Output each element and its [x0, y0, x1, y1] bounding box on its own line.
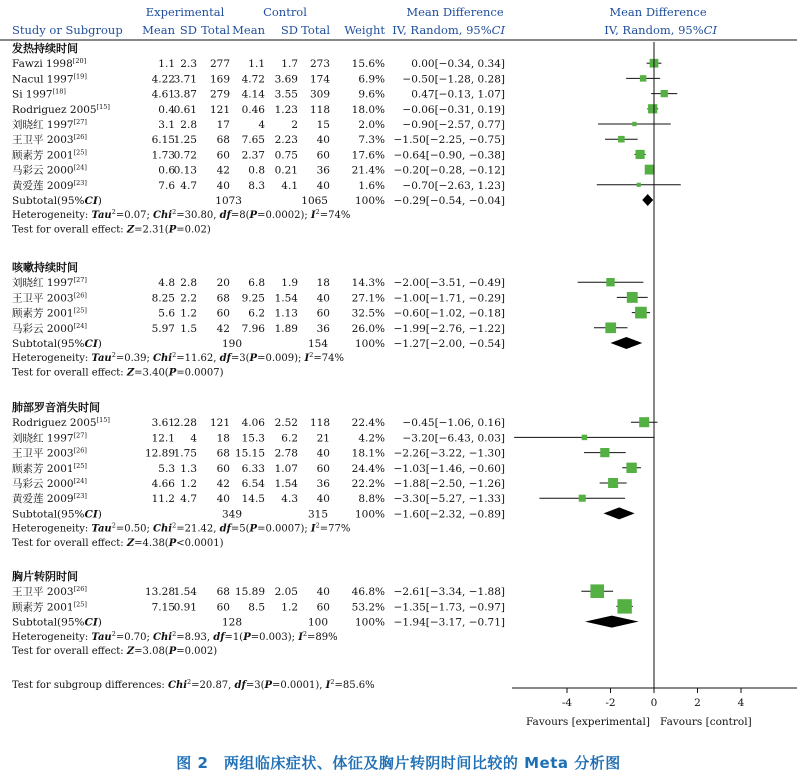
ctrl-mean: 6.54 [241, 478, 265, 490]
exp-total: 169 [209, 73, 230, 86]
ctrl-total: 60 [316, 149, 330, 162]
overall-effect-text: Test for overall effect: Z=3.08(P=0.002) [12, 646, 218, 657]
header-ctrl-sd: SD [280, 23, 298, 37]
study-ci: −0.60[−1.02, −0.18] [393, 307, 505, 320]
subtotal-ctrl-total: 100 [307, 616, 328, 629]
subtotal-diamond [642, 194, 653, 206]
study-weight: 32.5% [351, 307, 385, 320]
ctrl-sd: 1.9 [281, 277, 298, 290]
study-square [635, 307, 647, 319]
study-ci: −3.30[−5.27, −1.33] [393, 493, 505, 506]
subtotal-label: Subtotal(95%CI) [12, 616, 102, 629]
exp-mean: 8.25 [151, 292, 175, 305]
exp-mean: 11.2 [151, 493, 175, 506]
ctrl-mean: 6.2 [248, 307, 265, 320]
subgroup-title: 胸片转阴时间 [12, 570, 78, 583]
subgroup-title: 肺部罗音消失时间 [12, 401, 100, 414]
exp-total: 17 [216, 119, 230, 131]
exp-sd: 4 [190, 432, 197, 445]
exp-sd: 1.54 [173, 586, 197, 599]
study-weight: 2.0% [358, 119, 385, 131]
subtotal-label: Subtotal(95%CI) [12, 195, 102, 207]
exp-mean: 1.73 [151, 149, 175, 162]
study-square [627, 292, 638, 303]
study-square [600, 448, 609, 457]
study-weight: 27.1% [351, 292, 385, 305]
study-weight: 7.3% [358, 134, 385, 147]
study-square [640, 75, 646, 81]
study-weight: 6.9% [358, 73, 385, 86]
ctrl-total: 118 [309, 103, 330, 116]
exp-sd: 4.7 [180, 179, 197, 192]
study-name: Rodriguez 2005[15] [12, 102, 110, 116]
subtotal-diamond [611, 337, 643, 349]
study-ci: 0.47[−0.13, 1.07] [411, 88, 505, 101]
exp-mean: 6.15 [151, 134, 175, 147]
study-weight: 53.2% [351, 601, 385, 614]
exp-mean: 5.3 [158, 462, 175, 475]
exp-total: 121 [209, 103, 230, 116]
study-weight: 21.4% [351, 164, 385, 177]
study-name: 顾素芳 2001[25] [12, 600, 87, 614]
ctrl-total: 36 [316, 164, 330, 177]
study-name: 王卫平 2003[26] [12, 133, 87, 147]
exp-total: 20 [216, 277, 230, 290]
study-name: 马彩云 2000[24] [12, 477, 87, 490]
header-weight: Weight [344, 23, 385, 37]
study-weight: 17.6% [351, 149, 385, 162]
exp-total: 279 [209, 88, 230, 101]
exp-sd: 0.13 [173, 164, 197, 177]
heterogeneity-text: Heterogeneity: Tau$^2$=0.70; Chi$^2$=8.93, df=1(P=0.003); $I^2=89\%$ [12, 629, 338, 643]
study-ci: −1.03[−1.46, −0.60] [393, 462, 505, 475]
ctrl-sd: 4.1 [281, 179, 298, 192]
heterogeneity-text: Heterogeneity: Tau$^2$=0.39; Chi$^2$=11.62, df=3(P=0.009); $I^2=74\%$ [12, 351, 344, 365]
exp-mean: 7.15 [151, 601, 175, 614]
subtotal-weight: 100% [354, 195, 385, 207]
ctrl-mean: 8.5 [248, 601, 265, 614]
subgroup-title: 咳嗽持续时间 [12, 261, 78, 274]
exp-sd: 4.7 [180, 493, 197, 506]
exp-mean: 5.97 [151, 322, 175, 335]
study-name: 王卫平 2003[26] [12, 585, 87, 599]
exp-total: 121 [209, 417, 230, 430]
study-weight: 8.8% [358, 493, 385, 506]
exp-total: 68 [216, 586, 230, 599]
ctrl-mean: 0.8 [248, 164, 265, 177]
header-plot-mean-difference: Mean Difference [609, 5, 707, 19]
ctrl-sd: 1.07 [274, 462, 298, 475]
study-weight: 22.2% [351, 478, 385, 490]
exp-total: 40 [216, 179, 230, 192]
exp-sd: 1.2 [180, 307, 197, 320]
study-weight: 14.3% [351, 277, 385, 290]
study-square [637, 183, 641, 187]
ctrl-mean: 9.25 [241, 292, 265, 305]
exp-sd: 3.71 [173, 73, 197, 86]
study-square [626, 463, 636, 473]
exp-sd: 2.8 [180, 119, 197, 131]
x-tick-label: 4 [737, 697, 745, 709]
study-weight: 26.0% [351, 322, 385, 335]
study-name: 王卫平 2003[26] [12, 291, 87, 305]
header-study: Study or Subgroup [12, 23, 123, 37]
subtotal-exp-total: 128 [221, 616, 242, 629]
study-ci: −2.00[−3.51, −0.49] [393, 277, 505, 290]
ctrl-total: 36 [316, 478, 330, 490]
subtotal-ci: −1.60[−2.32, −0.89] [393, 508, 505, 521]
ctrl-total: 40 [316, 179, 330, 192]
study-ci: −2.61[−3.34, −1.88] [393, 586, 505, 599]
exp-total: 68 [216, 447, 230, 460]
subtotal-ctrl-total: 154 [307, 338, 328, 350]
ctrl-mean: 1.1 [248, 58, 265, 71]
exp-sd: 2.3 [180, 58, 197, 71]
ctrl-sd: 1.54 [274, 478, 298, 490]
study-name: 王卫平 2003[26] [12, 446, 87, 460]
exp-mean: 0.4 [158, 103, 175, 116]
ctrl-sd: 1.54 [274, 292, 298, 305]
subtotal-ci: −1.94[−3.17, −0.71] [393, 616, 505, 629]
exp-mean: 12.1 [151, 432, 175, 445]
study-name: 黄爱莲 2009[23] [12, 178, 87, 192]
ctrl-total: 60 [316, 601, 330, 614]
ctrl-sd: 0.75 [274, 149, 298, 162]
ctrl-total: 40 [316, 447, 330, 460]
header-ctrl-mean: Mean [232, 23, 265, 37]
exp-sd: 1.3 [180, 462, 197, 475]
exp-sd: 0.91 [173, 601, 197, 614]
heterogeneity-text: Heterogeneity: Tau$^2$=0.07; Chi$^2$=30.80, df=8(P=0.0002); $I^2=74\%$ [12, 208, 351, 222]
study-weight: 22.4% [351, 417, 385, 430]
exp-mean: 3.61 [151, 417, 175, 430]
exp-sd: 1.2 [180, 478, 197, 490]
study-square [606, 278, 614, 286]
study-name: Nacul 1997[19] [12, 72, 87, 86]
ctrl-mean: 6.33 [241, 462, 265, 475]
study-square [582, 435, 587, 440]
ctrl-mean: 4.14 [241, 88, 265, 101]
study-weight: 46.8% [351, 586, 385, 599]
study-name: 顾素芳 2001[25] [12, 461, 87, 475]
header-control: Control [263, 5, 307, 19]
study-ci: −0.90[−2.57, 0.77] [402, 119, 505, 131]
header-iv-ci: IV, Random, 95%CI [392, 23, 505, 37]
ctrl-total: 40 [316, 292, 330, 305]
study-ci: −0.20[−0.28, −0.12] [393, 164, 505, 177]
study-weight: 18.0% [351, 103, 385, 116]
study-name: 黄爱莲 2009[23] [12, 492, 87, 506]
header-plot-iv-ci: IV, Random, 95%CI [604, 23, 717, 37]
ctrl-total: 60 [316, 462, 330, 475]
ctrl-mean: 7.96 [241, 322, 265, 335]
exp-sd: 2.8 [180, 277, 197, 290]
exp-mean: 5.6 [158, 307, 175, 320]
favours-experimental: Favours [experimental] [525, 716, 650, 728]
exp-total: 40 [216, 493, 230, 506]
study-square [608, 478, 618, 488]
exp-sd: 1.25 [173, 134, 197, 147]
ctrl-mean: 7.65 [241, 134, 265, 147]
ctrl-sd: 1.13 [274, 307, 298, 320]
ctrl-total: 36 [316, 322, 330, 335]
study-weight: 4.2% [358, 432, 385, 445]
ctrl-total: 118 [309, 417, 330, 430]
exp-sd: 1.5 [180, 322, 197, 335]
ctrl-mean: 4.06 [241, 417, 265, 430]
x-tick-label: -4 [561, 697, 573, 709]
study-weight: 1.6% [358, 179, 385, 192]
exp-total: 42 [216, 164, 230, 177]
exp-mean: 4.8 [158, 277, 175, 290]
subtotal-weight: 100% [354, 508, 385, 521]
ctrl-mean: 15.3 [241, 432, 265, 445]
exp-total: 68 [216, 134, 230, 147]
subtotal-label: Subtotal(95%CI) [12, 508, 102, 521]
exp-mean: 4.66 [151, 478, 175, 490]
ctrl-mean: 4 [258, 119, 265, 131]
header-exp-total: Total [201, 23, 230, 37]
study-square [605, 322, 616, 333]
exp-total: 60 [216, 307, 230, 320]
exp-mean: 13.28 [144, 586, 175, 599]
x-tick-label: 2 [694, 697, 701, 709]
exp-mean: 1.1 [158, 58, 175, 71]
exp-mean: 3.1 [158, 119, 175, 131]
ctrl-sd: 2 [291, 119, 298, 131]
ctrl-mean: 14.5 [241, 493, 265, 506]
favours-control: Favours [control] [660, 716, 752, 728]
ctrl-mean: 15.89 [234, 586, 265, 599]
ctrl-total: 40 [316, 586, 330, 599]
exp-mean: 0.6 [158, 164, 175, 177]
ctrl-sd: 2.23 [274, 134, 298, 147]
study-ci: −1.00[−1.71, −0.29] [393, 292, 505, 305]
subtotal-weight: 100% [354, 616, 385, 629]
ctrl-sd: 1.2 [281, 601, 298, 614]
exp-mean: 7.6 [158, 179, 175, 192]
study-name: 顾素芳 2001[25] [12, 306, 87, 320]
exp-total: 42 [216, 478, 230, 490]
ctrl-mean: 0.46 [241, 103, 265, 116]
exp-total: 60 [216, 149, 230, 162]
study-square [632, 122, 636, 126]
subtotal-ci: −0.29[−0.54, −0.04] [393, 195, 505, 207]
study-name: 刘晓红 1997[27] [12, 118, 87, 131]
study-ci: −0.06[−0.31, 0.19] [402, 103, 505, 116]
study-name: Si 1997[18] [12, 87, 66, 101]
study-name: Fawzi 1998[20] [12, 57, 87, 71]
ctrl-mean: 8.3 [248, 179, 265, 192]
study-weight: 9.6% [358, 88, 385, 101]
header-experimental: Experimental [145, 5, 225, 19]
ctrl-total: 21 [316, 432, 330, 445]
ctrl-sd: 3.69 [274, 73, 298, 86]
ctrl-total: 40 [316, 493, 330, 506]
study-ci: −1.88[−2.50, −1.26] [393, 478, 505, 490]
study-ci: −3.20[−6.43, 0.03] [402, 432, 505, 445]
study-name: 马彩云 2000[24] [12, 321, 87, 335]
header-exp-sd: SD [179, 23, 197, 37]
exp-sd: 0.72 [173, 149, 197, 162]
study-name: 刘晓红 1997[27] [12, 276, 87, 290]
study-square [648, 104, 657, 113]
subtotal-weight: 100% [354, 338, 385, 350]
figure-caption: 图 2 两组临床症状、体征及胸片转阴时间比较的 Meta 分析图 [176, 754, 621, 772]
ctrl-total: 174 [309, 73, 330, 86]
study-name: 顾素芳 2001[25] [12, 148, 87, 162]
ctrl-total: 273 [309, 58, 330, 71]
study-square [618, 136, 625, 143]
exp-sd: 0.61 [173, 103, 197, 116]
study-weight: 24.4% [351, 462, 385, 475]
study-ci: −0.50[−1.28, 0.28] [402, 73, 505, 86]
ctrl-total: 40 [316, 134, 330, 147]
exp-total: 60 [216, 462, 230, 475]
exp-total: 277 [209, 58, 230, 71]
subgroup-difference-text: Test for subgroup differences: Chi$^2$=20.87, df=3(P=0.0001), $I^2=85.6\%$ [12, 678, 375, 691]
study-ci: −0.64[−0.90, −0.38] [393, 149, 505, 162]
ctrl-sd: 1.89 [274, 322, 298, 335]
study-name: Rodriguez 2005[15] [12, 416, 110, 430]
exp-total: 42 [216, 322, 230, 335]
overall-effect-text: Test for overall effect: Z=4.38(P<0.0001) [12, 537, 224, 549]
subtotal-exp-total: 349 [221, 508, 242, 521]
ctrl-mean: 4.72 [241, 73, 265, 86]
ctrl-total: 15 [316, 119, 330, 131]
subtotal-exp-total: 190 [221, 338, 242, 350]
ctrl-sd: 6.2 [281, 432, 298, 445]
exp-sd: 3.87 [173, 88, 197, 101]
header-ctrl-total: Total [301, 23, 330, 37]
ctrl-sd: 2.05 [274, 586, 298, 599]
ctrl-total: 18 [316, 277, 330, 290]
study-square [590, 584, 604, 598]
subtotal-diamond [585, 616, 639, 628]
study-ci: −1.99[−2.76, −1.22] [393, 322, 505, 335]
study-square [661, 90, 668, 97]
exp-total: 68 [216, 292, 230, 305]
exp-sd: 1.75 [173, 447, 197, 460]
ctrl-sd: 0.21 [274, 164, 298, 177]
overall-effect-text: Test for overall effect: Z=2.31(P=0.02) [12, 224, 211, 236]
study-square [645, 165, 655, 175]
ctrl-total: 60 [316, 307, 330, 320]
ctrl-mean: 2.37 [241, 149, 265, 162]
exp-mean: 12.89 [144, 447, 175, 460]
study-ci: −1.35[−1.73, −0.97] [393, 601, 505, 614]
overall-effect-text: Test for overall effect: Z=3.40(P=0.0007) [12, 367, 224, 379]
subtotal-exp-total: 1073 [215, 195, 242, 207]
subtotal-label: Subtotal(95%CI) [12, 338, 102, 350]
subtotal-diamond [604, 507, 635, 519]
subtotal-ctrl-total: 315 [307, 508, 328, 521]
exp-total: 60 [216, 601, 230, 614]
study-ci: −1.50[−2.25, −0.75] [393, 134, 505, 147]
ctrl-total: 309 [309, 88, 330, 101]
exp-sd: 2.2 [180, 292, 197, 305]
study-square [636, 150, 645, 159]
study-name: 刘晓红 1997[27] [12, 431, 87, 445]
ctrl-sd: 3.55 [274, 88, 298, 101]
ctrl-sd: 2.52 [274, 417, 298, 430]
study-square [579, 495, 586, 502]
header-exp-mean: Mean [142, 23, 175, 37]
x-tick-label: 0 [650, 697, 658, 709]
study-weight: 18.1% [351, 447, 385, 460]
study-ci: 0.00[−0.34, 0.34] [411, 58, 505, 71]
ctrl-sd: 1.23 [274, 103, 298, 116]
study-name: 马彩云 2000[24] [12, 163, 87, 177]
study-weight: 15.6% [351, 58, 385, 71]
header-mean-difference: Mean Difference [406, 5, 504, 19]
exp-mean: 4.61 [151, 88, 175, 101]
subtotal-ctrl-total: 1065 [301, 195, 328, 207]
subgroup-title: 发热持续时间 [12, 42, 78, 55]
heterogeneity-text: Heterogeneity: Tau$^2$=0.50; Chi$^2$=21.42, df=5(P=0.0007); $I^2=77\%$ [12, 521, 351, 535]
x-tick-label: -2 [605, 697, 616, 709]
exp-mean: 4.22 [151, 73, 175, 86]
study-square [639, 417, 649, 427]
study-ci: −0.70[−2.63, 1.23] [402, 179, 505, 192]
ctrl-mean: 6.8 [248, 277, 265, 290]
study-ci: −2.26[−3.22, −1.30] [393, 447, 505, 460]
study-ci: −0.45[−1.06, 0.16] [402, 417, 505, 430]
ctrl-sd: 1.7 [281, 58, 298, 71]
ctrl-sd: 4.3 [281, 493, 298, 506]
exp-sd: 2.28 [173, 417, 197, 430]
study-square [617, 599, 631, 613]
ctrl-mean: 15.15 [234, 447, 265, 460]
exp-total: 18 [216, 432, 230, 445]
ctrl-sd: 2.78 [274, 447, 298, 460]
subtotal-ci: −1.27[−2.00, −0.54] [393, 338, 505, 350]
